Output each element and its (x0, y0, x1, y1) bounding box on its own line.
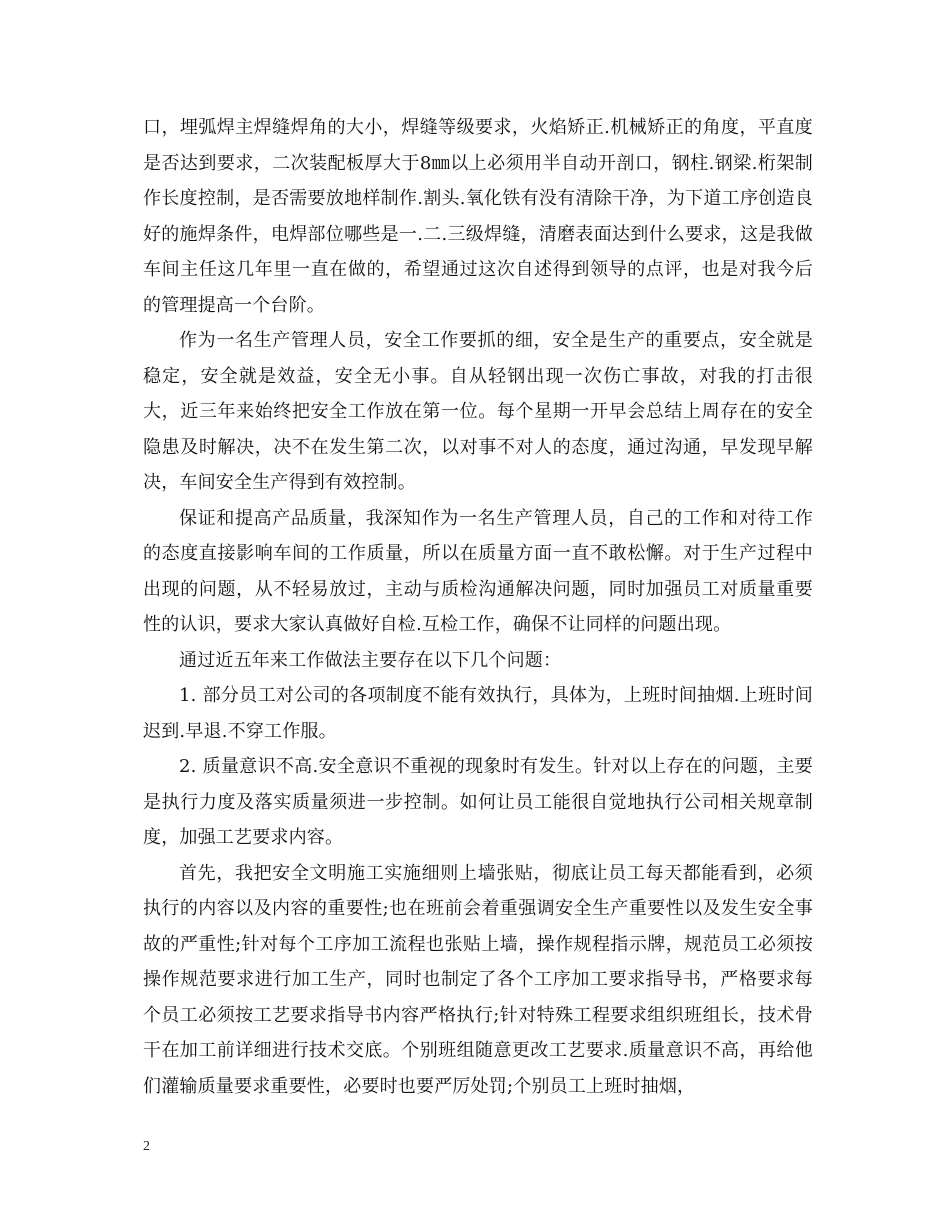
paragraph-5: 1. 部分员工对公司的各项制度不能有效执行，具体为，上班时间抽烟.上班时间迟到.早退.不穿工作服。 (143, 685, 813, 742)
paragraph-6: 2. 质量意识不高.安全意识不重视的现象时有发生。针对以上存在的问题，主要是执行力度及落实质量须进一步控制。如何让员工能很自觉地执行公司相关规章制度，加强工艺要求内容。 (143, 756, 813, 848)
paragraph-2: 作为一名生产管理人员，安全工作要抓的细，安全是生产的重要点，安全就是稳定，安全就是效益，安全无小事。自从轻钢出现一次伤亡事故，对我的打击很大，近三年来始终把安全工作放在第一位。每个星期一开早会总结上周存在的安全隐患及时解决，决不在发生第二次，以对事不对人的态度，通过沟通，早发现早解决，车间安全生产得到有效控制。 (143, 330, 813, 493)
document-body (143, 110, 813, 1104)
paragraph-7: 首先，我把安全文明施工实施细则上墙张贴，彻底让员工每天都能看到，必须执行的内容以及内容的重要性;也在班前会着重强调安全生产重要性以及发生安全事故的严重性;针对每个工序加工流程也张贴上墙，操作规程指示牌，规范员工必须按操作规范要求进行加工生产，同时也制定了各个工序加工要求指导书，严格要求每个员工必须按工艺要求指导书内容严格执行;针对特殊工程要求组织班组长，技术骨干在加工前详细进行技术交底。个别班组随意更改工艺要求.质量意识不高，再给他们灌输质量要求重要性，必要时也要严厉处罚;个别员工上班时抽烟， (143, 862, 813, 1097)
paragraph-3: 保证和提高产品质量，我深知作为一名生产管理人员，自己的工作和对待工作的态度直接影响车间的工作质量，所以在质量方面一直不敢松懈。对于生产过程中出现的问题，从不轻易放过，主动与质检沟通解决问题，同时加强员工对质量重要性的认识，要求大家认真做好自检.互检工作，确保不让同样的问题出现。 (143, 507, 813, 635)
paragraph-1: 口，埋弧焊主焊缝焊角的大小，焊缝等级要求，火焰矫正.机械矫正的角度，平直度是否达到要求，二次装配板厚大于8㎜以上必须用半自动开剖口，钢柱.钢梁.桁架制作长度控制，是否需要放地样制作.割头.氧化铁有没有清除干净，为下道工序创造良好的施焊条件，电焊部位哪些是一.二.三级焊缝，清磨表面达到什么要求，这是我做车间主任这几年里一直在做的，希望通过这次自述得到领导的点评，也是对我今后的管理提高一个台阶。 (143, 117, 813, 316)
page-number: 2 (143, 1139, 150, 1154)
paragraph-4: 通过近五年来工作做法主要存在以下几个问题： (179, 649, 562, 671)
